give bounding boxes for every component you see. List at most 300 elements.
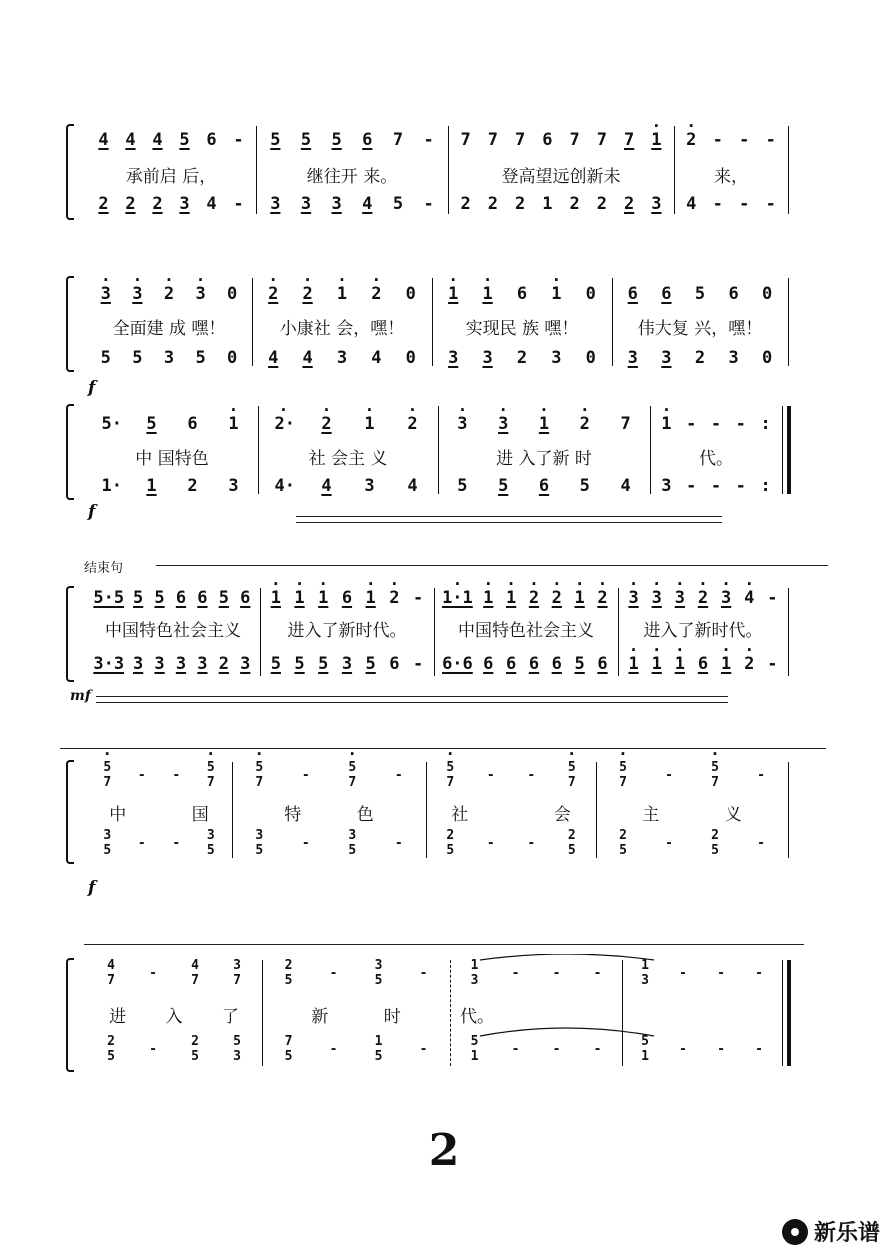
note: · 3	[128, 284, 146, 304]
note: 3	[233, 1049, 241, 1064]
chord	[133, 760, 151, 790]
note: · 2	[548, 588, 566, 608]
note: · 2·	[275, 414, 293, 434]
dash: -	[735, 476, 746, 496]
note: · 5	[706, 760, 724, 775]
dash: -	[149, 966, 157, 981]
dash: -	[739, 130, 750, 150]
note: 4	[620, 476, 631, 496]
note: 4	[321, 476, 332, 496]
dash: -	[757, 768, 765, 783]
note: 3	[374, 958, 383, 973]
note: 5	[195, 348, 206, 368]
note: 7	[569, 130, 580, 150]
note: · 3	[648, 588, 666, 608]
note: · 1	[502, 588, 520, 608]
note: 4	[371, 348, 382, 368]
chord	[660, 760, 678, 790]
measure	[86, 828, 232, 858]
note: 5	[567, 843, 576, 858]
note: · 3	[192, 284, 210, 304]
note: 6	[362, 130, 373, 150]
measure	[258, 476, 438, 496]
dash: -	[412, 654, 424, 674]
note: 2	[107, 1034, 115, 1049]
note: 3	[341, 654, 353, 674]
note: · 2	[367, 284, 385, 304]
note: 5	[270, 130, 281, 150]
system-6	[66, 954, 790, 1072]
system-brace	[66, 276, 74, 372]
note: 5	[331, 130, 342, 150]
system-2	[66, 272, 790, 372]
chord	[752, 828, 770, 858]
note: 4	[206, 194, 217, 214]
note: · 2	[576, 414, 594, 434]
upper-voice	[86, 130, 788, 150]
measure	[618, 654, 788, 674]
note: 5	[365, 654, 376, 674]
note: 5	[711, 843, 719, 858]
dash: -	[679, 1042, 687, 1057]
repeat-sign: :	[760, 476, 771, 496]
lyric: 中国特色社会主义	[458, 621, 594, 641]
barline	[788, 126, 789, 214]
note: 3	[551, 348, 562, 368]
note: 6	[597, 654, 608, 674]
note: 6	[528, 654, 540, 674]
dash: -	[679, 966, 687, 981]
note: 5	[146, 414, 157, 434]
note: 6	[538, 476, 550, 496]
measure	[86, 588, 260, 608]
note: 2	[152, 194, 163, 214]
note: 5	[374, 973, 383, 988]
dash: -	[710, 476, 722, 496]
note: 3	[228, 476, 239, 496]
note: 3	[641, 973, 649, 988]
note: 2	[487, 194, 498, 214]
chord	[390, 760, 408, 790]
note: · 5	[563, 760, 581, 775]
dynamic-marking: f	[88, 878, 96, 898]
system-brace	[66, 586, 74, 682]
dash: -	[686, 414, 697, 434]
note: 5	[179, 130, 190, 150]
note: 6·6	[442, 654, 473, 674]
measure	[650, 476, 782, 496]
upper-voice	[86, 284, 788, 304]
measure	[86, 654, 260, 674]
note: 6	[240, 588, 251, 608]
dash: -	[593, 966, 602, 981]
dash: -	[712, 194, 723, 214]
dash: -	[137, 836, 146, 851]
note: 7	[103, 775, 112, 790]
system-5	[66, 756, 790, 864]
note: 6	[661, 284, 672, 304]
note: 5	[107, 1049, 115, 1064]
tie-arc	[66, 954, 790, 1072]
chord	[563, 828, 581, 858]
chord	[343, 760, 361, 790]
chord	[98, 760, 116, 790]
crescendo-line	[96, 702, 728, 703]
measure	[232, 828, 426, 858]
measure	[674, 194, 788, 214]
note: 1	[542, 194, 553, 214]
note: 3	[728, 348, 739, 368]
barline	[788, 278, 789, 366]
note: 5·	[101, 414, 122, 434]
upper-voice	[86, 760, 788, 790]
note: · 2	[694, 588, 712, 608]
note: · 5	[98, 760, 116, 775]
dash: -	[755, 966, 763, 981]
note: 2	[624, 194, 635, 214]
note: 1	[470, 1049, 479, 1064]
note: · 1·1	[440, 588, 474, 608]
measure	[86, 194, 256, 214]
crescendo-line	[96, 696, 728, 697]
chord	[660, 828, 678, 858]
lyric: 社 会主 义	[308, 449, 388, 469]
dash: -	[593, 1042, 602, 1057]
rest: 0	[585, 284, 596, 304]
chord	[250, 828, 268, 858]
repeat-sign: :	[760, 414, 771, 434]
dash: -	[527, 768, 536, 783]
note: 4	[191, 958, 199, 973]
note: 3	[255, 828, 264, 843]
chord	[202, 760, 220, 790]
note: 3	[348, 828, 357, 843]
upper-voice	[86, 588, 788, 608]
note: 3	[336, 348, 348, 368]
measure	[86, 760, 232, 790]
note: 4	[362, 194, 373, 214]
dash: -	[757, 836, 765, 851]
chord	[482, 760, 500, 790]
note: · 1	[547, 284, 565, 304]
lyric: 中 国特色	[135, 449, 209, 469]
note: · 1	[444, 284, 462, 304]
note: 1	[641, 958, 649, 973]
note: 1	[641, 1049, 649, 1064]
dash: -	[765, 130, 776, 150]
note: 3	[175, 654, 187, 674]
dash: -	[511, 966, 520, 981]
note: · 1	[717, 654, 735, 674]
tie-arc-upper	[480, 954, 654, 960]
note: 6	[187, 414, 198, 434]
section-label: 结束句	[84, 561, 124, 576]
note: 6	[483, 654, 494, 674]
note: 3	[661, 476, 672, 496]
note: 2	[446, 828, 455, 843]
note: · 3	[625, 588, 643, 608]
dash: -	[735, 414, 746, 434]
measure	[426, 760, 596, 790]
note: 3	[651, 194, 662, 214]
note: 7	[446, 775, 455, 790]
lyric: 全面建 成 嘿！	[112, 319, 226, 339]
note: · 3	[97, 284, 115, 304]
note: 4	[125, 130, 136, 150]
note: 2	[711, 828, 719, 843]
chord	[167, 828, 185, 858]
note: · 5	[250, 760, 268, 775]
note: 2	[694, 348, 706, 368]
note: 5	[348, 843, 357, 858]
section-rule	[156, 565, 828, 566]
dash: -	[486, 768, 495, 783]
note: 6	[505, 654, 517, 674]
lyric: 进 入 了	[109, 1007, 239, 1027]
note: 5	[300, 130, 312, 150]
chord	[563, 760, 581, 790]
tie-arc-lower	[480, 1028, 654, 1036]
dash: -	[172, 768, 181, 783]
dash: -	[233, 130, 244, 150]
lyrics-line	[86, 616, 788, 641]
note: · 1	[362, 588, 380, 608]
note: 6	[197, 588, 208, 608]
section-rule	[84, 944, 804, 945]
lyric: 小康社 会，嘿！	[279, 319, 405, 339]
note: 5	[318, 654, 329, 674]
note: 6	[206, 130, 217, 150]
note: 4	[407, 476, 418, 496]
chord	[752, 760, 770, 790]
chord	[706, 760, 724, 790]
dash: -	[686, 476, 697, 496]
note: 3	[300, 194, 312, 214]
lyric: 新 时	[311, 1007, 401, 1027]
chord	[522, 760, 540, 790]
chord	[297, 760, 315, 790]
chord	[297, 828, 315, 858]
lyric: 实现民 族 嘿！	[465, 319, 579, 339]
lyric: 进入了新时代。	[287, 621, 407, 641]
note: · 3	[717, 588, 735, 608]
measure	[438, 476, 650, 496]
lyric: 承前启 后，	[125, 167, 217, 187]
rest: 0	[405, 348, 416, 368]
dash: -	[765, 194, 776, 214]
dash: -	[552, 966, 561, 981]
note: 5	[218, 588, 229, 608]
note: · 1	[479, 284, 497, 304]
note: 4	[152, 130, 163, 150]
measure	[432, 348, 612, 368]
note: 7	[107, 973, 115, 988]
note: · 1	[535, 414, 553, 434]
note: 5	[392, 194, 404, 214]
lower-voice	[86, 194, 788, 214]
note: · 2	[404, 414, 422, 434]
note: 2	[567, 828, 576, 843]
note: 3	[364, 476, 375, 496]
dash: -	[739, 194, 750, 214]
note: 5	[446, 843, 455, 858]
note: 2	[516, 348, 528, 368]
dash: -	[137, 768, 146, 783]
system-brace	[66, 760, 74, 864]
note: 2	[191, 1034, 199, 1049]
chord	[614, 760, 632, 790]
note: 7	[711, 775, 719, 790]
note: 1·	[101, 476, 122, 496]
note: 2	[218, 654, 229, 674]
note: 7	[620, 414, 631, 434]
dash: -	[423, 194, 434, 214]
system-brace	[66, 124, 74, 220]
note: · 2	[385, 588, 403, 608]
note: · 2	[264, 284, 282, 304]
dynamic-marking: f	[88, 502, 96, 522]
dash: -	[172, 836, 181, 851]
measure	[596, 828, 788, 858]
crescendo-line	[296, 522, 722, 523]
note: 5	[574, 654, 585, 674]
dash: -	[710, 414, 722, 434]
lower-voice	[86, 654, 788, 674]
chord	[614, 828, 632, 858]
note: 7	[619, 775, 627, 790]
chord	[441, 760, 459, 790]
final-barline	[782, 406, 783, 494]
chord	[390, 828, 408, 858]
measure	[260, 588, 434, 608]
dynamic-marking: f	[88, 378, 96, 398]
note: 1	[146, 476, 157, 496]
logo-text: 新乐谱	[813, 1221, 880, 1246]
lower-voice	[86, 348, 788, 368]
note: 2	[98, 194, 109, 214]
rest: 0	[227, 348, 238, 368]
note: 3	[331, 194, 342, 214]
note: 3	[627, 348, 638, 368]
note: 6	[175, 588, 187, 608]
lyric: 主 义	[642, 805, 742, 825]
lyric: 进入了新时代。	[643, 621, 763, 641]
note: 7	[255, 775, 264, 790]
note: 2	[596, 194, 607, 214]
note: 2	[619, 828, 627, 843]
chord	[343, 828, 361, 858]
lyric: 继往开 来。	[306, 167, 398, 187]
chord	[482, 828, 500, 858]
dynamic-marking: mf	[70, 688, 91, 704]
note: 2	[515, 194, 526, 214]
dash: -	[412, 588, 424, 608]
note: 5	[284, 973, 293, 988]
note: 6	[728, 284, 739, 304]
note: 7	[284, 1034, 293, 1049]
lyric: 社 会	[451, 805, 571, 825]
dash: -	[552, 1042, 561, 1057]
dash: -	[329, 966, 338, 981]
note: · 1	[361, 414, 379, 434]
note: 5	[470, 1034, 479, 1049]
note: · 2	[740, 654, 758, 674]
note: 5	[294, 654, 305, 674]
note: 7	[567, 775, 576, 790]
system-1	[66, 120, 790, 220]
note: 7	[348, 775, 357, 790]
barline	[788, 762, 789, 858]
note: 5	[154, 588, 165, 608]
dash: -	[767, 588, 778, 608]
note: 3	[482, 348, 493, 368]
lyric: 特 色	[284, 805, 374, 825]
lyric: 代。	[699, 449, 733, 469]
system-4	[66, 582, 790, 682]
note: · 1	[291, 588, 309, 608]
note: · 2	[299, 284, 317, 304]
dash: -	[419, 1042, 428, 1057]
measure	[86, 348, 252, 368]
dash: -	[486, 836, 495, 851]
system-brace	[66, 404, 74, 500]
note: · 3	[494, 414, 512, 434]
measure	[86, 414, 258, 434]
chord	[167, 760, 185, 790]
note: · 5	[202, 760, 220, 775]
note: 7	[487, 130, 498, 150]
dash: -	[717, 1042, 725, 1057]
note: 5	[284, 1049, 293, 1064]
note: 3	[661, 348, 672, 368]
final-barline	[787, 406, 791, 494]
note: 4	[107, 958, 115, 973]
note: · 1	[671, 654, 689, 674]
note: 7	[206, 775, 215, 790]
note: · 5	[343, 760, 361, 775]
page-number: 2	[428, 1125, 460, 1176]
note: 3	[133, 654, 144, 674]
dash: -	[712, 130, 723, 150]
note: 3	[197, 654, 208, 674]
note: · 1	[657, 414, 675, 434]
measure	[232, 760, 426, 790]
note: 3	[448, 348, 459, 368]
note: 5	[641, 1034, 649, 1049]
note: 5	[132, 348, 143, 368]
note: · 2	[525, 588, 543, 608]
note: 3	[154, 654, 165, 674]
rest: 0	[762, 284, 773, 304]
lyric: 代。	[460, 1007, 494, 1027]
lyric: 进 入了新 时	[496, 449, 592, 469]
lyrics-line	[86, 314, 788, 339]
note: 6	[542, 130, 553, 150]
note: 6	[551, 654, 562, 674]
note: 3·3	[93, 654, 125, 674]
lyric: 伟大复 兴，嘿！	[637, 319, 763, 339]
lyric: 中国特色社会主义	[105, 621, 241, 641]
dash: -	[394, 768, 403, 783]
note: 2	[460, 194, 471, 214]
note: 3	[163, 348, 175, 368]
measure	[618, 588, 788, 608]
system-3	[66, 400, 790, 500]
dash: -	[149, 1042, 157, 1057]
note: 2	[125, 194, 136, 214]
measure	[434, 654, 618, 674]
crescendo-line	[296, 516, 722, 517]
